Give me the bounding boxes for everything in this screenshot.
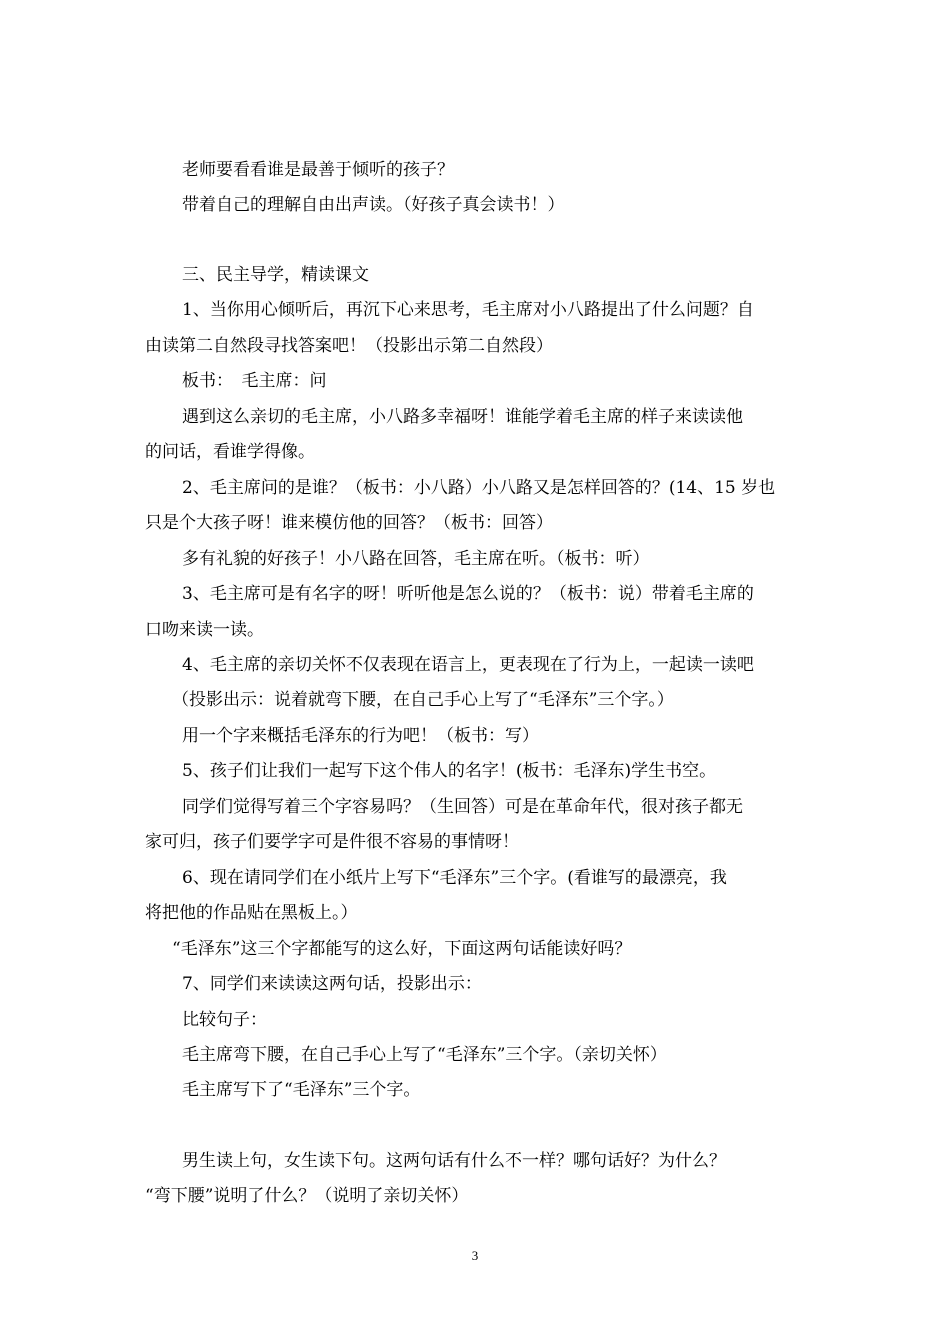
paragraph-line: 7、同学们来读读这两句话，投影出示： <box>182 974 482 994</box>
paragraph-line: 毛主席弯下腰，在自己手心上写了“毛泽东”三个字。（亲切关怀） <box>182 1045 667 1065</box>
paragraph-line: 口吻来读一读。 <box>145 620 264 640</box>
paragraph-line: 将把他的作品贴在黑板上。） <box>145 903 358 923</box>
paragraph-line: 3、毛主席可是有名字的呀！听听他是怎么说的？（板书：说）带着毛主席的 <box>182 584 754 604</box>
paragraph-line: 同学们觉得写着三个字容易吗？（生回答）可是在革命年代，很对孩子都无 <box>182 797 743 817</box>
paragraph-line: 老师要看看谁是最善于倾听的孩子？ <box>182 160 454 180</box>
paragraph-line: 5、孩子们让我们一起写下这个伟人的名字！(板书：毛泽东)学生书空。 <box>182 761 717 781</box>
paragraph-line: 只是个大孩子呀！谁来模仿他的回答？（板书：回答） <box>145 513 553 533</box>
paragraph-line: “毛泽东”这三个字都能写的这么好，下面这两句话能读好吗？ <box>172 939 632 959</box>
paragraph-line: 1、当你用心倾听后，再沉下心来思考，毛主席对小八路提出了什么问题？自 <box>182 300 754 320</box>
paragraph-line: 由读第二自然段寻找答案吧！（投影出示第二自然段） <box>145 336 553 356</box>
paragraph-line: 遇到这么亲切的毛主席，小八路多幸福呀！谁能学着毛主席的样子来读读他 <box>182 407 743 427</box>
paragraph-line: 带着自己的理解自由出声读。（好孩子真会读书！） <box>182 195 565 215</box>
paragraph-line: 的问话，看谁学得像。 <box>145 442 315 462</box>
paragraph-line: 6、现在请同学们在小纸片上写下“毛泽东”三个字。(看谁写的最漂亮，我 <box>182 868 727 888</box>
paragraph-line: “弯下腰”说明了什么？（说明了亲切关怀） <box>145 1186 469 1206</box>
paragraph-line: 多有礼貌的好孩子！小八路在回答，毛主席在听。（板书：听） <box>182 549 650 569</box>
paragraph-line: 比较句子： <box>182 1010 267 1030</box>
paragraph-line: 用一个字来概括毛泽东的行为吧！（板书：写） <box>182 726 539 746</box>
paragraph-line: 家可归，孩子们要学字可是件很不容易的事情呀！ <box>145 832 519 852</box>
paragraph-line: （投影出示：说着就弯下腰，在自己手心上写了“毛泽东”三个字。） <box>172 690 674 710</box>
paragraph-line: 毛主席写下了“毛泽东”三个字。 <box>182 1080 421 1100</box>
paragraph-line: 板书： 毛主席：问 <box>182 371 327 391</box>
paragraph-line: 男生读上句，女生读下句。这两句话有什么不一样？哪句话好？为什么？ <box>182 1151 726 1171</box>
paragraph-line: 2、毛主席问的是谁？（板书：小八路）小八路又是怎样回答的？(14、15 岁也 <box>182 478 776 498</box>
page-number: 3 <box>471 1248 479 1263</box>
section-heading: 三、民主导学，精读课文 <box>182 265 369 285</box>
paragraph-line: 4、毛主席的亲切关怀不仅表现在语言上，更表现在了行为上，一起读一读吧 <box>182 655 754 675</box>
